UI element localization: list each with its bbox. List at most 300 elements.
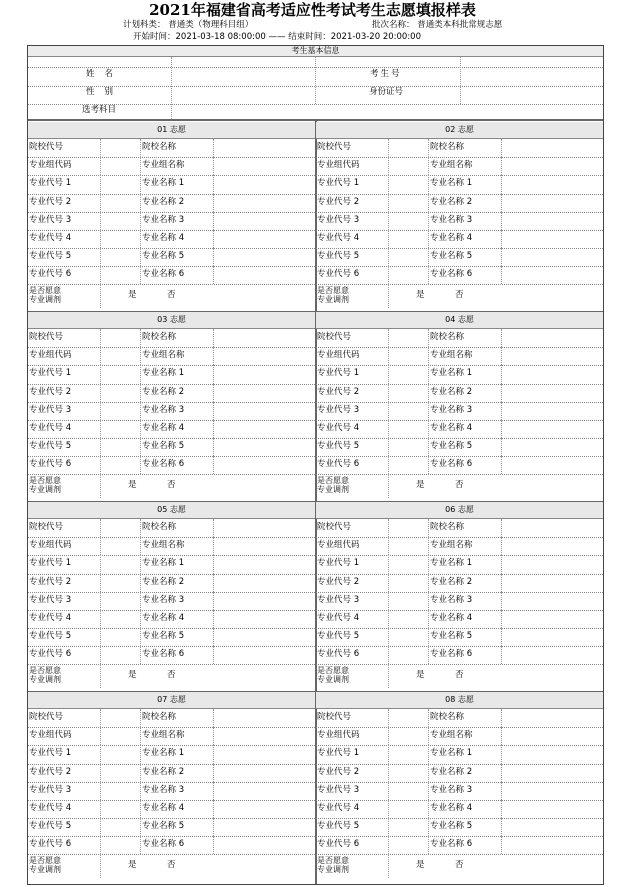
choice-header: 06 志愿	[316, 502, 603, 519]
name-input-cell[interactable]	[214, 728, 313, 745]
name-input-cell[interactable]	[214, 403, 313, 420]
name-input-cell[interactable]	[214, 421, 313, 438]
row-divider	[316, 664, 603, 665]
school-code-label: 院校代号	[29, 332, 64, 342]
adjust-yes-option[interactable]: 是	[416, 860, 425, 870]
adjust-label	[317, 856, 349, 874]
adjust-label	[29, 286, 61, 304]
name-input-cell[interactable]	[214, 366, 313, 384]
code-input-cell[interactable]	[389, 176, 427, 194]
name-input-cell[interactable]	[214, 213, 313, 230]
major-code-label: 专业代号 6	[317, 459, 360, 469]
adjust-yes-option[interactable]: 是	[416, 480, 425, 490]
col-divider	[428, 157, 429, 175]
code-input-cell[interactable]	[389, 348, 427, 365]
choice-header: 03 志愿	[28, 312, 315, 329]
time-dash: ——	[268, 32, 286, 42]
name-input-cell[interactable]	[502, 439, 601, 456]
code-input-cell[interactable]	[389, 421, 427, 438]
code-input-cell[interactable]	[389, 403, 427, 420]
major-code-label: 专业代号 2	[317, 197, 360, 207]
major-code-label: 专业代号 5	[317, 251, 360, 261]
code-input-cell[interactable]	[389, 385, 427, 402]
major-name-label: 专业名称 2	[142, 197, 185, 207]
col-divider	[428, 365, 429, 384]
adjust-label	[317, 476, 349, 494]
name-input-cell[interactable]	[502, 575, 601, 592]
col-divider	[428, 248, 429, 266]
code-input-cell[interactable]	[101, 195, 139, 212]
col-divider	[100, 854, 101, 878]
col-divider	[140, 537, 141, 555]
col-divider	[140, 610, 141, 628]
adjust-label	[29, 666, 61, 684]
major-name-label: 专业名称 4	[430, 803, 473, 813]
name-input-cell[interactable]	[502, 213, 601, 230]
major-code-label: 专业代号 3	[29, 785, 72, 795]
code-input-cell[interactable]	[389, 837, 427, 854]
group-name-label: 专业组名称	[142, 350, 185, 360]
name-input-cell[interactable]	[214, 385, 313, 402]
adjust-no-option[interactable]: 否	[167, 670, 176, 680]
col-divider	[140, 836, 141, 854]
subjects-label: 选考科目	[82, 105, 117, 115]
major-code-label: 专业代号 5	[29, 441, 72, 451]
name-label: 姓名	[86, 69, 124, 79]
code-input-cell[interactable]	[101, 819, 139, 836]
major-name-label: 专业名称 6	[430, 269, 473, 279]
adjust-label-line1: 是否愿意	[29, 666, 61, 675]
form-grid	[27, 45, 604, 885]
id-no-field[interactable]	[463, 86, 601, 104]
major-code-label: 专业代号 4	[29, 613, 72, 623]
code-input-cell[interactable]	[389, 439, 427, 456]
code-input-cell[interactable]	[389, 801, 427, 818]
name-input-cell[interactable]	[502, 819, 601, 836]
name-input-cell[interactable]	[502, 783, 601, 800]
group-code-label: 专业组代码	[29, 350, 72, 360]
col-divider	[140, 745, 141, 764]
adjust-label-line1: 是否愿意	[317, 666, 349, 675]
choice-block	[316, 312, 603, 500]
name-input-cell[interactable]	[214, 783, 313, 800]
col-divider	[140, 782, 141, 800]
adjust-yes-option[interactable]: 是	[128, 670, 137, 680]
code-input-cell[interactable]	[389, 140, 427, 157]
name-input-cell[interactable]	[214, 176, 313, 194]
code-input-cell[interactable]	[101, 647, 139, 664]
col-divider	[428, 420, 429, 438]
code-input-cell[interactable]	[101, 457, 139, 474]
code-input-cell[interactable]	[389, 330, 427, 347]
major-code-label: 专业代号 1	[29, 178, 72, 188]
major-name-label: 专业名称 3	[430, 595, 473, 605]
col-divider	[428, 628, 429, 646]
major-code-label: 专业代号 4	[317, 233, 360, 243]
school-name-label: 院校名称	[430, 332, 465, 342]
major-name-label: 专业名称 1	[142, 748, 185, 758]
code-input-cell[interactable]	[389, 538, 427, 555]
major-code-label: 专业代号 6	[29, 459, 72, 469]
school-name-label: 院校名称	[142, 522, 177, 532]
plan-value: 普通类（物理科目组）	[168, 20, 254, 30]
choice-block	[28, 692, 315, 880]
name-input-cell[interactable]	[214, 538, 313, 555]
adjust-yes-option[interactable]: 是	[128, 860, 137, 870]
basic-info-header: 考生基本信息	[28, 46, 603, 57]
col-divider	[388, 854, 389, 878]
name-input-cell[interactable]	[502, 556, 601, 574]
code-input-cell[interactable]	[389, 213, 427, 230]
major-name-label: 专业名称 2	[142, 767, 185, 777]
adjust-label	[317, 286, 349, 304]
adjust-label-line1: 是否愿意	[317, 476, 349, 485]
code-input-cell[interactable]	[101, 538, 139, 555]
code-input-cell[interactable]	[389, 158, 427, 175]
col-divider	[140, 139, 141, 157]
col-divider	[428, 519, 429, 537]
adjust-yes-option[interactable]: 是	[128, 290, 137, 300]
end-label: 结束时间：	[288, 32, 331, 42]
col-divider	[140, 628, 141, 646]
code-input-cell[interactable]	[389, 520, 427, 537]
major-name-label: 专业名称 3	[142, 595, 185, 605]
name-input-cell[interactable]	[502, 330, 601, 347]
code-input-cell[interactable]	[389, 457, 427, 474]
code-input-cell[interactable]	[389, 575, 427, 592]
name-input-cell[interactable]	[502, 158, 601, 175]
name-input-cell[interactable]	[502, 593, 601, 610]
major-name-label: 专业名称 6	[142, 839, 185, 849]
name-input-cell[interactable]	[502, 647, 601, 664]
major-code-label: 专业代号 2	[317, 577, 360, 587]
adjust-label-line1: 是否愿意	[29, 856, 61, 865]
code-input-cell[interactable]	[101, 176, 139, 194]
major-name-label: 专业名称 5	[142, 251, 185, 261]
major-name-label: 专业名称 4	[430, 233, 473, 243]
adjust-label-line2: 专业调剂	[29, 485, 61, 494]
adjust-no-option[interactable]: 否	[167, 480, 176, 490]
name-input-cell[interactable]	[214, 710, 313, 727]
code-input-cell[interactable]	[101, 629, 139, 646]
name-input-cell[interactable]	[502, 385, 601, 402]
name-input-cell[interactable]	[502, 765, 601, 782]
code-input-cell[interactable]	[101, 801, 139, 818]
adjust-label-line2: 专业调剂	[29, 295, 61, 304]
code-input-cell[interactable]	[389, 647, 427, 664]
name-input-cell[interactable]	[502, 837, 601, 854]
name-input-cell[interactable]	[214, 819, 313, 836]
code-input-cell[interactable]	[101, 158, 139, 175]
name-input-cell[interactable]	[502, 421, 601, 438]
adjust-label	[29, 476, 61, 494]
name-input-cell[interactable]	[502, 267, 601, 284]
school-name-label: 院校名称	[142, 332, 177, 342]
code-input-cell[interactable]	[101, 611, 139, 628]
col-divider	[140, 727, 141, 745]
row-divider	[316, 854, 603, 855]
name-input-cell[interactable]	[502, 746, 601, 764]
col-divider	[140, 764, 141, 782]
plan-label: 计划科类：	[123, 20, 166, 30]
code-input-cell[interactable]	[101, 231, 139, 248]
code-input-cell[interactable]	[101, 593, 139, 610]
code-input-cell[interactable]	[389, 267, 427, 284]
adjust-label-line1: 是否愿意	[29, 286, 61, 295]
adjust-yes-option[interactable]: 是	[128, 480, 137, 490]
name-input-cell[interactable]	[502, 249, 601, 266]
code-input-cell[interactable]	[101, 366, 139, 384]
group-name-label: 专业组名称	[430, 540, 473, 550]
id-no-label: 身份证号	[369, 87, 404, 97]
adjust-yes-option[interactable]: 是	[416, 290, 425, 300]
subjects-field[interactable]	[175, 104, 601, 119]
major-code-label: 专业代号 2	[29, 767, 72, 777]
code-input-cell[interactable]	[101, 520, 139, 537]
name-input-cell[interactable]	[214, 158, 313, 175]
code-input-cell[interactable]	[101, 710, 139, 727]
code-input-cell[interactable]	[101, 728, 139, 745]
code-input-cell[interactable]	[101, 348, 139, 365]
choice-header: 02 志愿	[316, 122, 603, 139]
code-input-cell[interactable]	[101, 421, 139, 438]
choice-header: 07 志愿	[28, 692, 315, 709]
code-input-cell[interactable]	[101, 575, 139, 592]
code-input-cell[interactable]	[389, 231, 427, 248]
name-input-cell[interactable]	[502, 366, 601, 384]
time-range	[133, 32, 421, 43]
name-input-cell[interactable]	[502, 176, 601, 194]
major-code-label: 专业代号 6	[317, 649, 360, 659]
col-divider	[428, 194, 429, 212]
major-code-label: 专业代号 5	[317, 441, 360, 451]
choice-block	[316, 692, 603, 880]
school-name-label: 院校名称	[430, 142, 465, 152]
school-code-label: 院校代号	[29, 712, 64, 722]
row-divider	[28, 474, 315, 475]
name-input-cell[interactable]	[214, 520, 313, 537]
name-input-cell[interactable]	[214, 593, 313, 610]
code-input-cell[interactable]	[101, 249, 139, 266]
major-name-label: 专业名称 3	[430, 785, 473, 795]
code-input-cell[interactable]	[101, 267, 139, 284]
major-code-label: 专业代号 1	[317, 748, 360, 758]
col-divider	[140, 438, 141, 456]
group-name-label: 专业组名称	[430, 350, 473, 360]
major-code-label: 专业代号 4	[29, 803, 72, 813]
major-code-label: 专业代号 1	[317, 178, 360, 188]
name-input-cell[interactable]	[214, 556, 313, 574]
code-input-cell[interactable]	[101, 403, 139, 420]
row-divider	[316, 284, 603, 285]
school-code-label: 院校代号	[317, 522, 352, 532]
col-divider	[140, 800, 141, 818]
name-input-cell[interactable]	[502, 728, 601, 745]
code-input-cell[interactable]	[389, 710, 427, 727]
major-name-label: 专业名称 2	[430, 767, 473, 777]
code-input-cell[interactable]	[101, 213, 139, 230]
code-input-cell[interactable]	[389, 195, 427, 212]
gender-label: 性别	[86, 87, 124, 97]
code-input-cell[interactable]	[101, 439, 139, 456]
code-input-cell[interactable]	[101, 330, 139, 347]
code-input-cell[interactable]	[389, 765, 427, 782]
col-divider	[140, 175, 141, 194]
code-input-cell[interactable]	[389, 746, 427, 764]
start-label: 开始时间：	[133, 32, 176, 42]
name-input-cell[interactable]	[502, 348, 601, 365]
adjust-no-option[interactable]: 否	[455, 480, 464, 490]
adjust-label	[317, 666, 349, 684]
name-input-cell[interactable]	[214, 647, 313, 664]
col-divider	[140, 402, 141, 420]
major-code-label: 专业代号 4	[317, 613, 360, 623]
major-code-label: 专业代号 1	[317, 558, 360, 568]
name-input-cell[interactable]	[502, 520, 601, 537]
name-input-cell[interactable]	[502, 231, 601, 248]
major-code-label: 专业代号 4	[29, 423, 72, 433]
code-input-cell[interactable]	[101, 837, 139, 854]
name-input-cell[interactable]	[214, 611, 313, 628]
name-field[interactable]	[175, 62, 313, 82]
major-name-label: 专业名称 4	[142, 803, 185, 813]
name-input-cell[interactable]	[502, 801, 601, 818]
name-input-cell[interactable]	[214, 765, 313, 782]
code-input-cell[interactable]	[389, 629, 427, 646]
major-code-label: 专业代号 6	[317, 839, 360, 849]
name-input-cell[interactable]	[214, 746, 313, 764]
major-code-label: 专业代号 2	[317, 767, 360, 777]
col-divider	[428, 800, 429, 818]
major-name-label: 专业名称 2	[430, 387, 473, 397]
school-code-label: 院校代号	[317, 712, 352, 722]
name-input-cell[interactable]	[214, 231, 313, 248]
name-input-cell[interactable]	[214, 195, 313, 212]
name-input-cell[interactable]	[502, 538, 601, 555]
adjust-no-option[interactable]: 否	[167, 860, 176, 870]
col-divider	[428, 818, 429, 836]
col-divider	[428, 139, 429, 157]
major-code-label: 专业代号 3	[29, 215, 72, 225]
adjust-yes-option[interactable]: 是	[416, 670, 425, 680]
col-divider	[140, 818, 141, 836]
name-input-cell[interactable]	[214, 457, 313, 474]
adjust-no-option[interactable]: 否	[455, 860, 464, 870]
major-name-label: 专业名称 3	[430, 215, 473, 225]
code-input-cell[interactable]	[101, 385, 139, 402]
major-name-label: 专业名称 2	[142, 387, 185, 397]
school-code-label: 院校代号	[317, 332, 352, 342]
major-code-label: 专业代号 3	[317, 405, 360, 415]
name-input-cell[interactable]	[214, 140, 313, 157]
batch-label: 批次名称：	[372, 20, 415, 30]
name-input-cell[interactable]	[502, 457, 601, 474]
choice-header: 05 志愿	[28, 502, 315, 519]
col-divider	[140, 555, 141, 574]
group-code-label: 专业组代码	[29, 540, 72, 550]
school-code-label: 院校代号	[29, 142, 64, 152]
name-input-cell[interactable]	[214, 629, 313, 646]
major-code-label: 专业代号 1	[29, 558, 72, 568]
major-name-label: 专业名称 1	[142, 178, 185, 188]
code-input-cell[interactable]	[389, 728, 427, 745]
major-code-label: 专业代号 3	[317, 595, 360, 605]
col-divider	[140, 194, 141, 212]
major-code-label: 专业代号 2	[317, 387, 360, 397]
choice-block	[28, 122, 315, 310]
code-input-cell[interactable]	[389, 366, 427, 384]
name-input-cell[interactable]	[214, 348, 313, 365]
code-input-cell[interactable]	[101, 140, 139, 157]
col-divider	[428, 402, 429, 420]
name-input-cell[interactable]	[214, 801, 313, 818]
major-code-label: 专业代号 5	[29, 821, 72, 831]
name-input-cell[interactable]	[214, 439, 313, 456]
name-input-cell[interactable]	[214, 330, 313, 347]
code-input-cell[interactable]	[389, 783, 427, 800]
code-input-cell[interactable]	[389, 249, 427, 266]
major-code-label: 专业代号 6	[317, 269, 360, 279]
major-name-label: 专业名称 5	[430, 441, 473, 451]
adjust-no-option[interactable]: 否	[455, 290, 464, 300]
major-name-label: 专业名称 2	[142, 577, 185, 587]
col-divider	[428, 764, 429, 782]
major-code-label: 专业代号 6	[29, 649, 72, 659]
name-input-cell[interactable]	[502, 611, 601, 628]
school-name-label: 院校名称	[430, 712, 465, 722]
name-input-cell[interactable]	[502, 629, 601, 646]
code-input-cell[interactable]	[101, 783, 139, 800]
adjust-label-line2: 专业调剂	[317, 295, 349, 304]
code-input-cell[interactable]	[389, 611, 427, 628]
name-input-cell[interactable]	[214, 575, 313, 592]
group-name-label: 专业组名称	[142, 730, 185, 740]
major-code-label: 专业代号 1	[317, 368, 360, 378]
code-input-cell[interactable]	[101, 746, 139, 764]
code-input-cell[interactable]	[389, 819, 427, 836]
major-name-label: 专业名称 4	[142, 423, 185, 433]
choice-header: 01 志愿	[28, 122, 315, 139]
exam-no-field[interactable]	[463, 62, 601, 82]
col-divider	[428, 646, 429, 664]
col-divider	[428, 610, 429, 628]
code-input-cell[interactable]	[389, 593, 427, 610]
adjust-no-option[interactable]: 否	[455, 670, 464, 680]
code-input-cell[interactable]	[389, 556, 427, 574]
group-code-label: 专业组代码	[317, 730, 360, 740]
major-code-label: 专业代号 4	[29, 233, 72, 243]
name-input-cell[interactable]	[502, 403, 601, 420]
name-input-cell[interactable]	[214, 249, 313, 266]
name-input-cell[interactable]	[502, 195, 601, 212]
name-input-cell[interactable]	[502, 140, 601, 157]
code-input-cell[interactable]	[101, 765, 139, 782]
name-input-cell[interactable]	[214, 267, 313, 284]
name-input-cell[interactable]	[214, 837, 313, 854]
row-divider	[28, 664, 315, 665]
code-input-cell[interactable]	[101, 556, 139, 574]
major-code-label: 专业代号 4	[317, 803, 360, 813]
col-divider	[140, 384, 141, 402]
adjust-no-option[interactable]: 否	[167, 290, 176, 300]
col-divider	[428, 230, 429, 248]
gender-field[interactable]	[175, 86, 313, 104]
name-input-cell[interactable]	[502, 710, 601, 727]
major-name-label: 专业名称 6	[142, 649, 185, 659]
major-code-label: 专业代号 5	[29, 631, 72, 641]
form-title: 2021年福建省高考适应性考试考生志愿填报样表	[149, 1, 476, 19]
major-name-label: 专业名称 5	[430, 631, 473, 641]
